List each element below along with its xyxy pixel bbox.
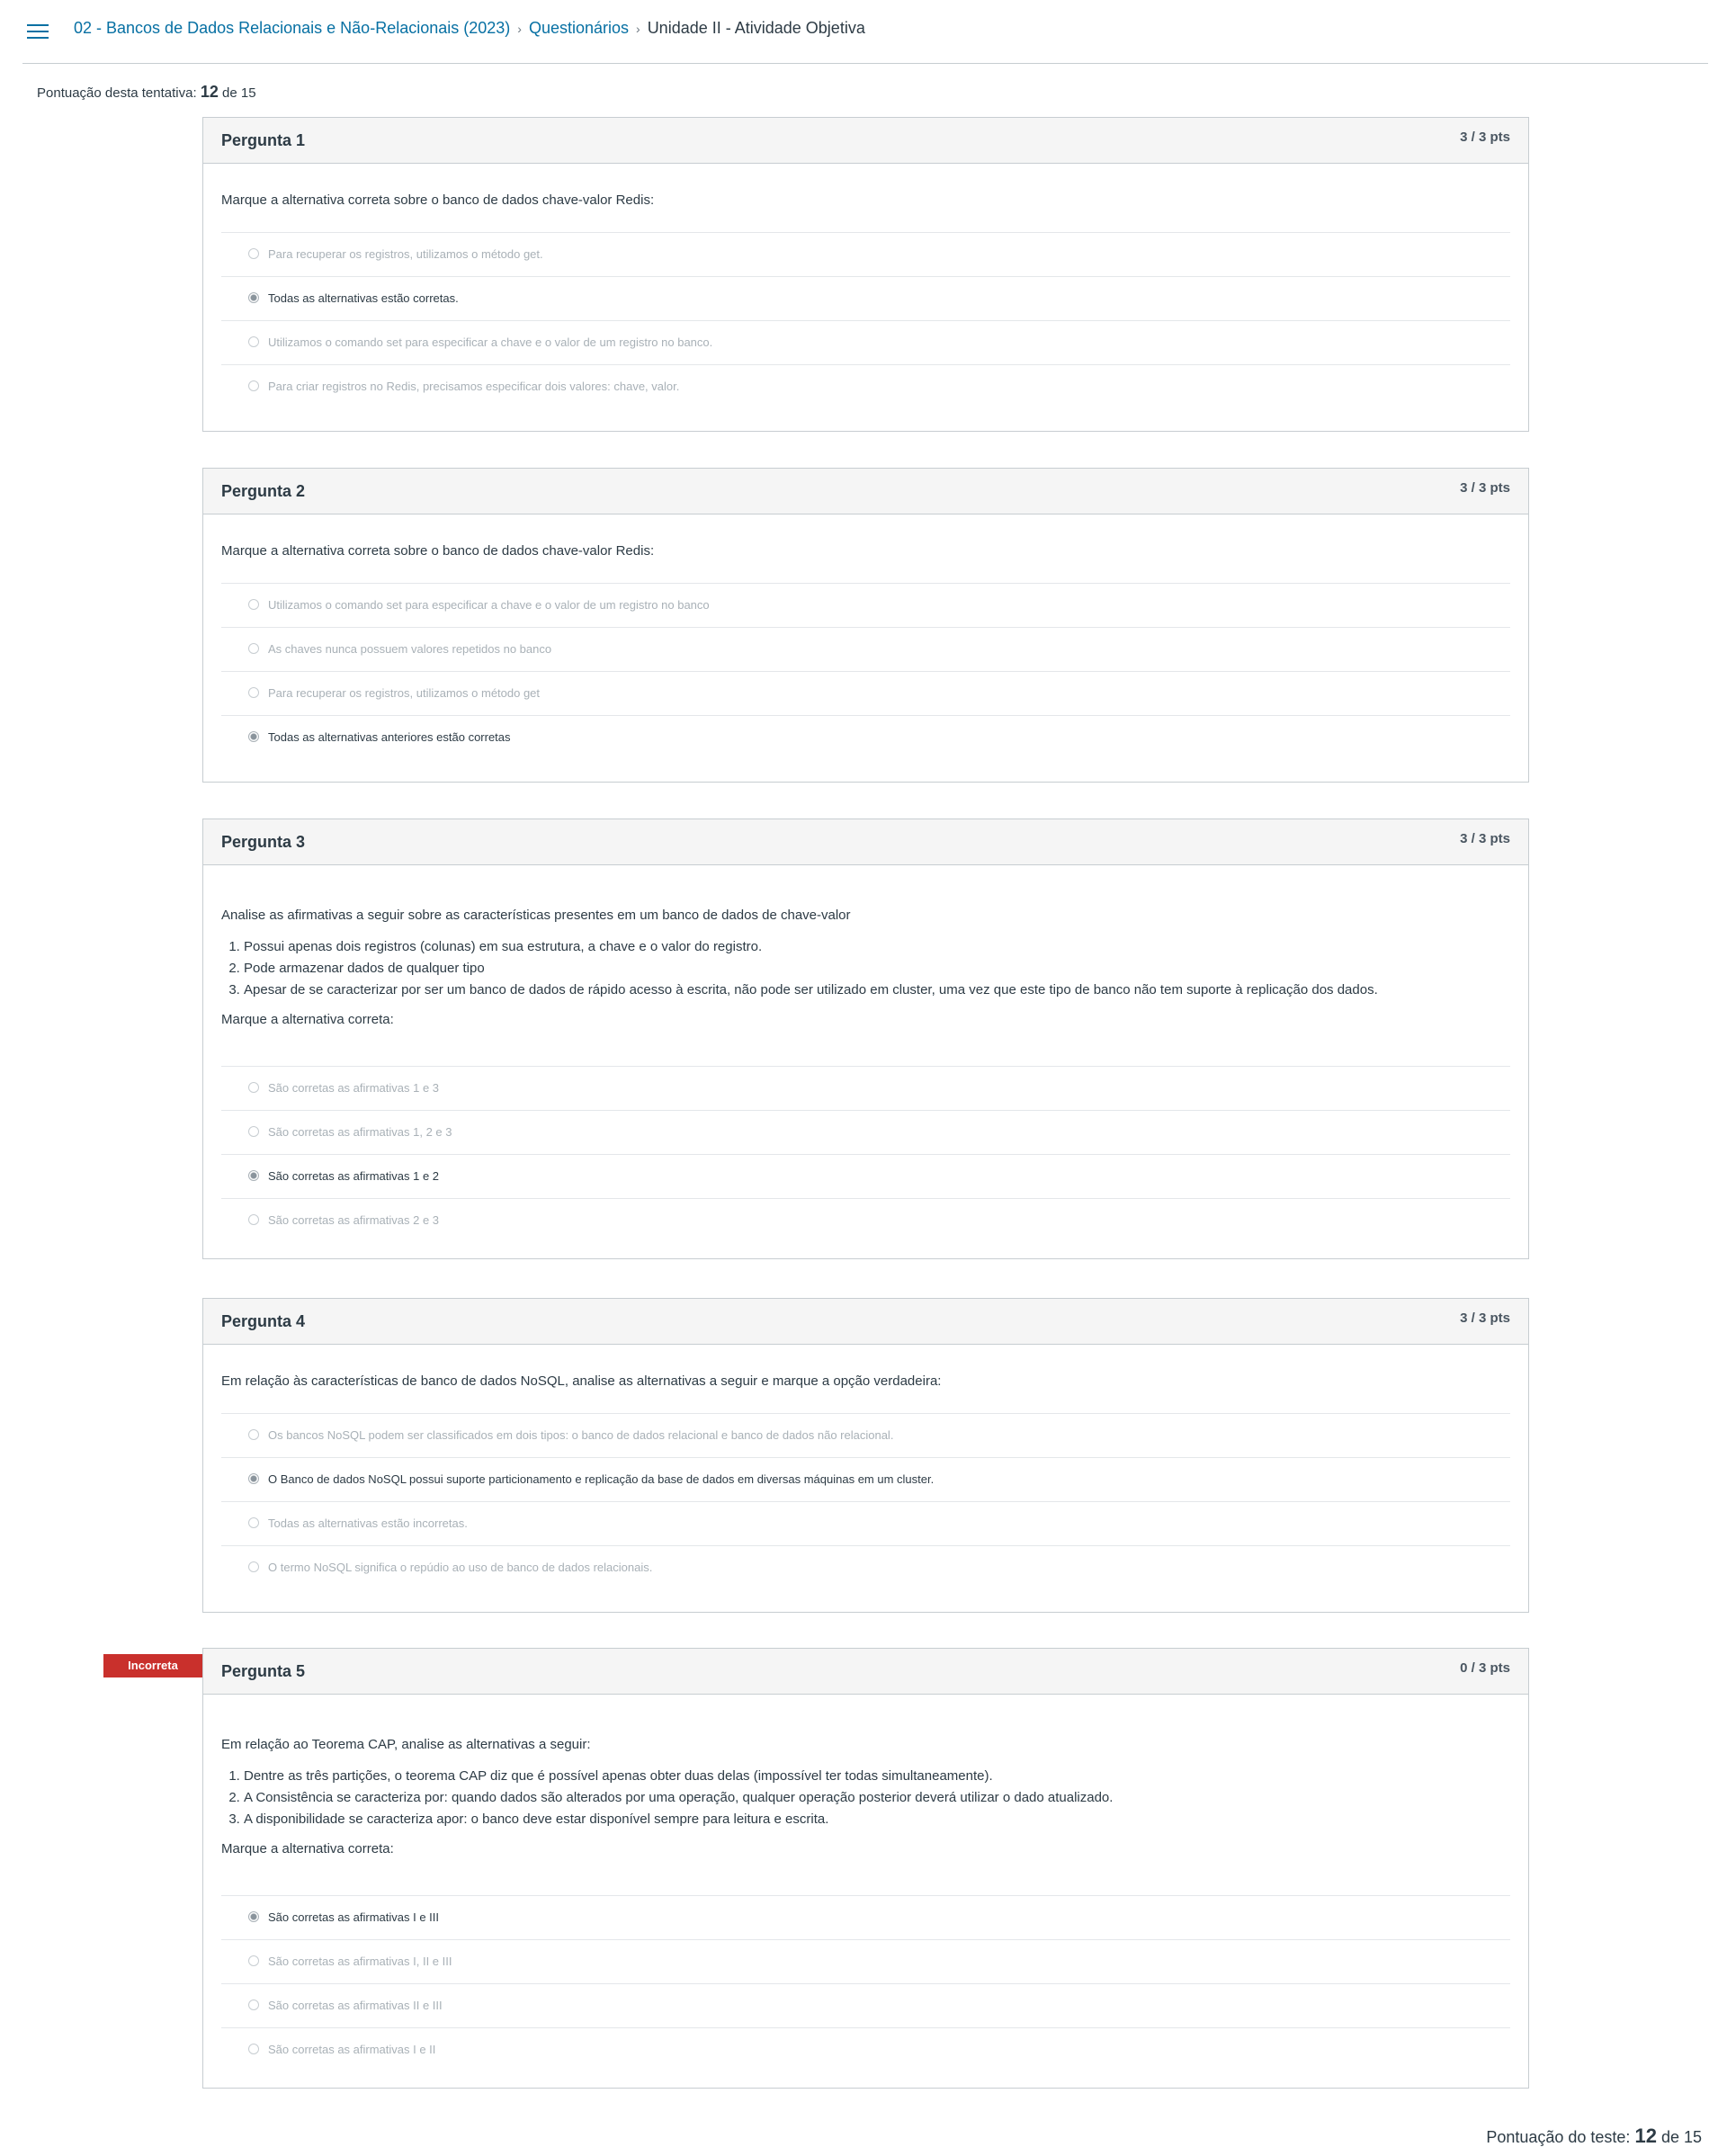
answer-option[interactable] xyxy=(221,1983,1510,2027)
attempt-score xyxy=(37,83,256,102)
answer-label: O Banco de dados NoSQL possui suporte particionamento e replicação da base de dados em diversas máquinas em um cluster. xyxy=(268,1472,935,1486)
radio-button-checked-icon xyxy=(248,1473,259,1484)
radio-button-icon xyxy=(248,1082,259,1093)
question-title: Pergunta 4 xyxy=(221,1312,306,1330)
breadcrumb-course-link[interactable]: 02 - Bancos de Dados Relacionais e Não-Relacionais (2023) xyxy=(74,19,511,37)
radio-button-icon xyxy=(248,687,259,698)
answer-option[interactable] xyxy=(221,583,1510,627)
question-header xyxy=(203,1299,1528,1345)
question-4 xyxy=(202,1298,1529,1613)
radio-button-icon xyxy=(248,1517,259,1528)
radio-button-icon xyxy=(248,1561,259,1572)
question-text: Em relação ao Teorema CAP, analise as alternativas a seguir: xyxy=(221,1737,591,1752)
answer-option-selected[interactable] xyxy=(221,1154,1510,1198)
radio-button-icon xyxy=(248,2044,259,2054)
question-points: 0 / 3 pts xyxy=(1460,1660,1510,1676)
question-1 xyxy=(202,117,1529,432)
question-points: 3 / 3 pts xyxy=(1460,480,1510,496)
statement-item: 1. Dentre as três partições, o teorema CAP diz que é possível apenas obter duas delas (impossível ter todas simultaneamente). xyxy=(244,1766,1510,1787)
answer-label: São corretas as afirmativas I, II e III xyxy=(268,1955,452,1968)
question-points: 3 / 3 pts xyxy=(1460,831,1510,846)
answer-option[interactable] xyxy=(221,627,1510,671)
radio-button-icon xyxy=(248,1126,259,1137)
answer-label: São corretas as afirmativas 1 e 2 xyxy=(268,1169,440,1183)
answer-option[interactable] xyxy=(221,1413,1510,1457)
answer-label: São corretas as afirmativas 2 e 3 xyxy=(268,1213,440,1227)
answer-option-selected[interactable] xyxy=(221,715,1510,759)
answer-label: Para recuperar os registros, utilizamos o método get. xyxy=(268,247,543,261)
answer-list xyxy=(221,1413,1510,1589)
question-text: Em relação às características de banco de dados NoSQL, analise as alternativas a seguir e marque a opção verdadeira: xyxy=(221,1373,942,1389)
question-5 xyxy=(202,1648,1529,2089)
answer-option-selected[interactable] xyxy=(221,276,1510,320)
breadcrumb xyxy=(74,19,865,38)
attempt-score-label: Pontuação desta tentativa: xyxy=(37,85,197,101)
final-score-total: de 15 xyxy=(1660,2128,1702,2146)
answer-option[interactable] xyxy=(221,232,1510,276)
radio-button-icon xyxy=(248,380,259,391)
question-text: Analise as afirmativas a seguir sobre as características presentes em um banco de dados de chave-valor xyxy=(221,908,851,923)
chevron-right-icon: › xyxy=(636,22,640,36)
answer-label: São corretas as afirmativas I e III xyxy=(268,1910,440,1924)
answer-option[interactable] xyxy=(221,671,1510,715)
answer-label: O termo NoSQL significa o repúdio ao uso de banco de dados relacionais. xyxy=(268,1561,653,1574)
radio-button-checked-icon xyxy=(248,1170,259,1181)
statement-item: 3. Apesar de se caracterizar por ser um banco de dados de rápido acesso à escrita, não pode ser utilizado em cluster, uma vez que este tipo de banco não tem suporte à replicação dos dados. xyxy=(244,980,1510,1001)
answer-option[interactable] xyxy=(221,1501,1510,1545)
question-points: 3 / 3 pts xyxy=(1460,1311,1510,1326)
answer-list xyxy=(221,1895,1510,2071)
statement-item: 1. Possui apenas dois registros (colunas) em sua estrutura, a chave e o valor do registro. xyxy=(244,936,1510,958)
question-title: Pergunta 3 xyxy=(221,833,306,851)
statement-item: 2. Pode armazenar dados de qualquer tipo xyxy=(244,958,1510,980)
question-instruction: Marque a alternativa correta: xyxy=(221,1012,394,1027)
statement-item: 2. A Consistência se caracteriza por: quando dados são alterados por uma operação, qualquer operação posterior deverá utilizar o dado atualizado. xyxy=(244,1787,1510,1809)
statement-item: 3. A disponibilidade se caracteriza apor: o banco deve estar disponível sempre para leitura e escrita. xyxy=(244,1809,1510,1830)
top-navigation xyxy=(22,0,1708,64)
final-score-value: 12 xyxy=(1634,2125,1657,2147)
answer-label: Utilizamos o comando set para especificar a chave e o valor de um registro no banco. xyxy=(268,335,713,349)
radio-button-checked-icon xyxy=(248,1911,259,1922)
question-3 xyxy=(202,819,1529,1259)
question-2 xyxy=(202,468,1529,783)
incorrect-badge: Incorreta xyxy=(103,1654,202,1677)
answer-list xyxy=(221,1066,1510,1242)
question-text: Marque a alternativa correta sobre o banco de dados chave-valor Redis: xyxy=(221,192,655,208)
question-header xyxy=(203,819,1528,865)
radio-button-icon xyxy=(248,336,259,347)
question-header xyxy=(203,469,1528,514)
question-header xyxy=(203,1649,1528,1695)
radio-button-icon xyxy=(248,1429,259,1440)
question-title: Pergunta 2 xyxy=(221,482,306,500)
answer-option[interactable] xyxy=(221,1198,1510,1242)
final-quiz-score xyxy=(1486,2125,1702,2148)
answer-label: São corretas as afirmativas 1, 2 e 3 xyxy=(268,1125,452,1139)
radio-button-icon xyxy=(248,1999,259,2010)
attempt-score-total: de 15 xyxy=(222,85,256,101)
answer-label: Utilizamos o comando set para especificar a chave e o valor de um registro no banco xyxy=(268,598,710,612)
answer-list xyxy=(221,583,1510,759)
breadcrumb-quizzes-link[interactable]: Questionários xyxy=(528,19,630,37)
question-header xyxy=(203,118,1528,164)
answer-label: Todas as alternativas anteriores estão corretas xyxy=(268,730,511,744)
answer-label: Todas as alternativas estão incorretas. xyxy=(268,1516,468,1530)
answer-label: São corretas as afirmativas II e III xyxy=(268,1999,443,2012)
question-title: Pergunta 1 xyxy=(221,131,306,149)
hamburger-menu-icon[interactable] xyxy=(27,24,49,40)
radio-button-checked-icon xyxy=(248,731,259,742)
radio-button-icon xyxy=(248,248,259,259)
answer-list xyxy=(221,232,1510,408)
answer-option[interactable] xyxy=(221,1066,1510,1110)
answer-option[interactable] xyxy=(221,364,1510,408)
question-instruction: Marque a alternativa correta: xyxy=(221,1841,394,1856)
answer-option-selected[interactable] xyxy=(221,1457,1510,1501)
answer-label: As chaves nunca possuem valores repetidos no banco xyxy=(268,642,552,656)
answer-option[interactable] xyxy=(221,2027,1510,2071)
answer-label: Para criar registros no Redis, precisamos especificar dois valores: chave, valor. xyxy=(268,380,680,393)
radio-button-icon xyxy=(248,1955,259,1966)
breadcrumb-current: Unidade II - Atividade Objetiva xyxy=(647,19,865,37)
radio-button-icon xyxy=(248,643,259,654)
final-score-label: Pontuação do teste: xyxy=(1486,2128,1631,2146)
answer-label: São corretas as afirmativas I e II xyxy=(268,2043,436,2056)
chevron-right-icon: › xyxy=(517,22,522,36)
answer-label: Todas as alternativas estão corretas. xyxy=(268,291,459,305)
radio-button-checked-icon xyxy=(248,292,259,303)
question-text: Marque a alternativa correta sobre o banco de dados chave-valor Redis: xyxy=(221,543,655,559)
answer-option-selected[interactable] xyxy=(221,1895,1510,1939)
statement-list xyxy=(221,1766,1510,1830)
radio-button-icon xyxy=(248,1214,259,1225)
answer-option[interactable] xyxy=(221,1939,1510,1983)
answer-label: São corretas as afirmativas 1 e 3 xyxy=(268,1081,440,1095)
question-points: 3 / 3 pts xyxy=(1460,130,1510,145)
answer-option[interactable] xyxy=(221,1110,1510,1154)
statement-list xyxy=(221,936,1510,1001)
answer-option[interactable] xyxy=(221,320,1510,364)
attempt-score-value: 12 xyxy=(200,83,219,101)
answer-label: Para recuperar os registros, utilizamos o método get xyxy=(268,686,541,700)
answer-option[interactable] xyxy=(221,1545,1510,1589)
answer-label: Os bancos NoSQL podem ser classificados em dois tipos: o banco de dados relacional e banco de dados não relacional. xyxy=(268,1428,894,1442)
radio-button-icon xyxy=(248,599,259,610)
question-title: Pergunta 5 xyxy=(221,1662,306,1680)
